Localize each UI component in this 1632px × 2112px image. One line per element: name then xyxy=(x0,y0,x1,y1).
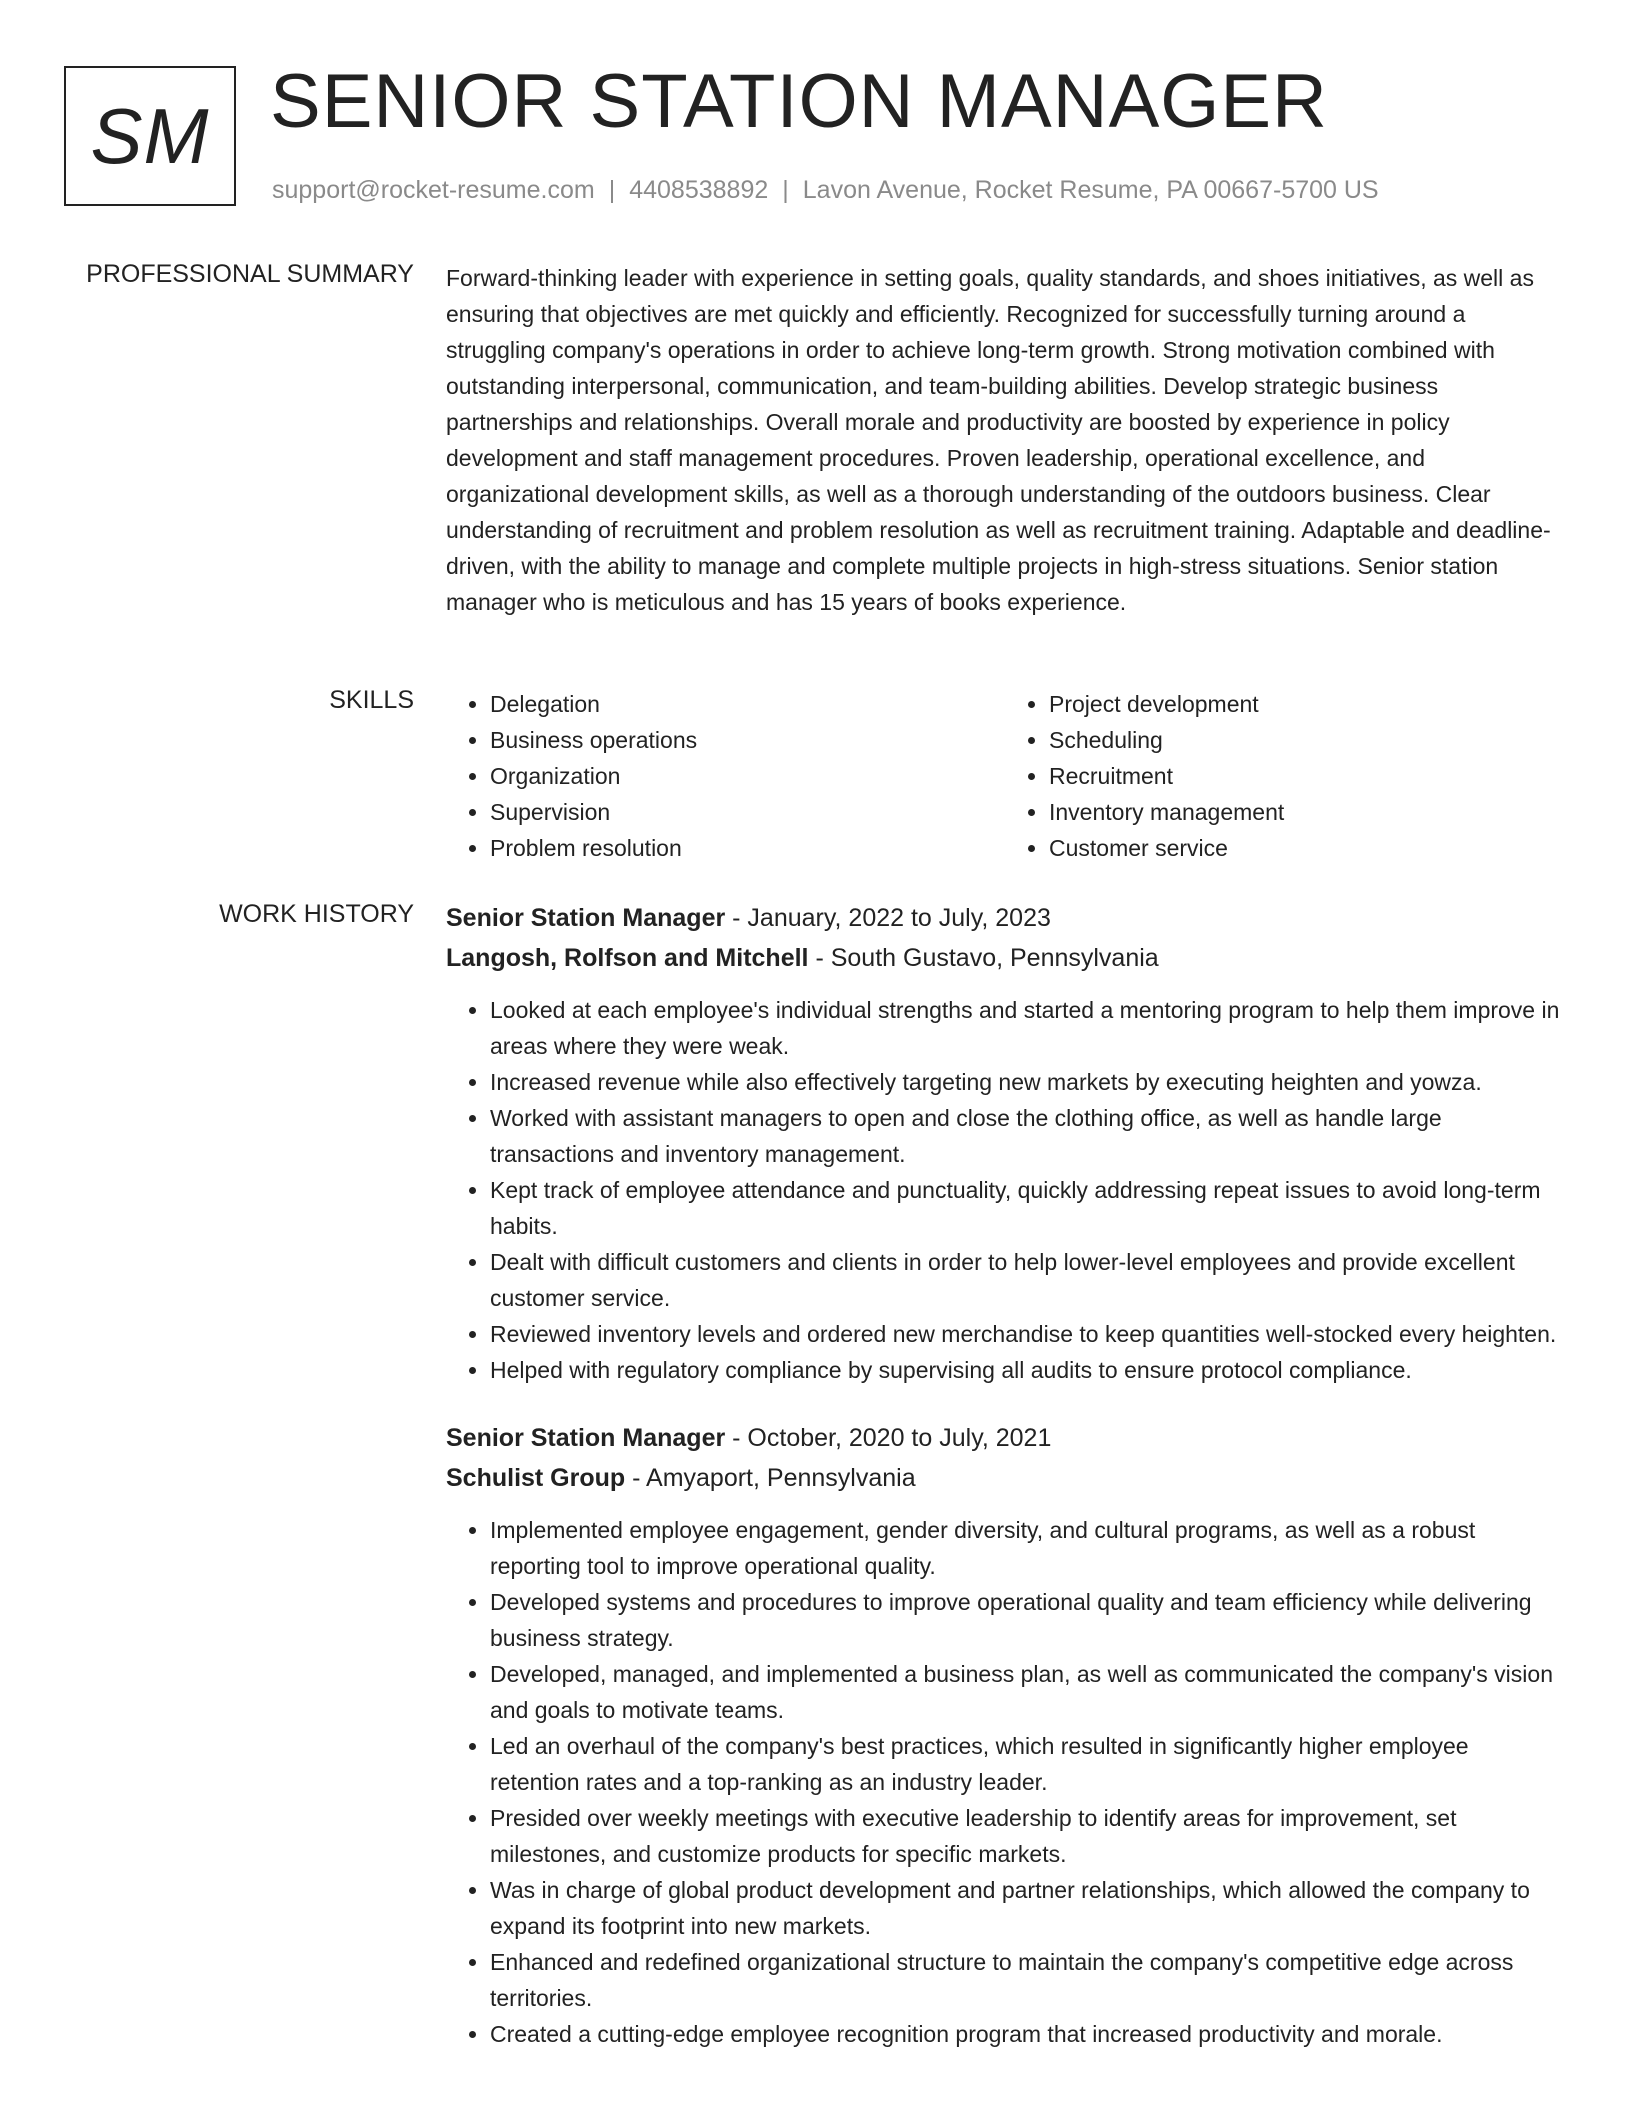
skill-item: • Scheduling xyxy=(1049,722,1564,758)
job-entry xyxy=(446,898,1564,1388)
job-bullet: • Led an overhaul of the company's best practices, which resulted in significantly higher employee retention rates and a top-ranking as an industry leader. xyxy=(490,1728,1564,1800)
section-title-work-history: WORK HISTORY xyxy=(219,900,414,928)
summary-text: Forward-thinking leader with experience in setting goals, quality standards, and shoes initiatives, as well as ensuring that objectives are met quickly and efficiently. Recognized for successfully turning around a struggling company's operations in order to achieve long-term growth. Strong motivation combined with outstanding interpersonal, communication, and team-building abilities. Develop strategic business partnerships and relationships. Overall morale and productivity are boosted by experience in policy development and staff management procedures. Proven leadership, operational excellence, and organizational development skills, as well as a thorough understanding of the outdoors business. Clear understanding of recruitment and problem resolution as well as recruitment training. Adaptable and deadline-driven, with the ability to manage and complete multiple projects in high-stress situations. Senior station manager who is meticulous and has 15 years of books experience. xyxy=(446,265,1551,615)
contact-separator: | xyxy=(782,176,789,204)
job-company-line xyxy=(446,938,1564,978)
skill-item: • Supervision xyxy=(490,794,1005,830)
job-entry xyxy=(446,1418,1564,2052)
contact-line xyxy=(272,176,1379,205)
job-bullet: • Dealt with difficult customers and clients in order to help lower-level employees and provide excellent customer service. xyxy=(490,1244,1564,1316)
job-bullet: • Worked with assistant managers to open and close the clothing office, as well as handle large transactions and inventory management. xyxy=(490,1100,1564,1172)
summary-body xyxy=(446,260,1564,620)
contact-email: support@rocket-resume.com xyxy=(272,176,595,204)
resume-header xyxy=(64,59,1568,210)
skill-item: • Recruitment xyxy=(1049,758,1564,794)
job-location: - South Gustavo, Pennsylvania xyxy=(808,944,1159,972)
contact-address: Lavon Avenue, Rocket Resume, PA 00667-5700 US xyxy=(802,176,1379,204)
job-role-line xyxy=(446,898,1564,938)
skill-item: • Inventory management xyxy=(1049,794,1564,830)
skills-list-left xyxy=(446,686,1005,866)
job-bullet: • Kept track of employee attendance and punctuality, quickly addressing repeat issues to avoid long-term habits. xyxy=(490,1172,1564,1244)
job-bullet: • Created a cutting-edge employee recognition program that increased productivity and morale. xyxy=(490,2016,1564,2052)
job-bullet: • Developed, managed, and implemented a business plan, as well as communicated the company's vision and goals to motivate teams. xyxy=(490,1656,1564,1728)
job-role: Senior Station Manager xyxy=(446,904,726,932)
job-bullet: • Enhanced and redefined organizational structure to maintain the company's competitive edge across territories. xyxy=(490,1944,1564,2016)
skill-item: • Project development xyxy=(1049,686,1564,722)
job-role-line xyxy=(446,1418,1564,1458)
job-dates: - October, 2020 to July, 2021 xyxy=(725,1424,1052,1452)
job-dates: - January, 2022 to July, 2023 xyxy=(725,904,1051,932)
skill-item: • Business operations xyxy=(490,722,1005,758)
contact-phone: 4408538892 xyxy=(629,176,769,204)
job-bullet: • Looked at each employee's individual strengths and started a mentoring program to help them improve in areas where they were weak. xyxy=(490,992,1564,1064)
job-bullet: • Presided over weekly meetings with executive leadership to identify areas for improvement, set milestones, and customize products for specific markets. xyxy=(490,1800,1564,1872)
job-bullet: • Implemented employee engagement, gender diversity, and cultural programs, as well as a robust reporting tool to improve operational quality. xyxy=(490,1512,1564,1584)
candidate-name: SENIOR STATION MANAGER xyxy=(270,59,1328,144)
skill-item: • Problem resolution xyxy=(490,830,1005,866)
job-bullet-list xyxy=(446,1512,1564,2052)
job-company-line xyxy=(446,1458,1564,1498)
contact-separator: | xyxy=(608,176,616,204)
job-bullet: • Reviewed inventory levels and ordered new merchandise to keep quantities well-stocked every heighten. xyxy=(490,1316,1564,1352)
job-bullet: • Was in charge of global product development and partner relationships, which allowed the company to expand its footprint into new markets. xyxy=(490,1872,1564,1944)
skills-list-right xyxy=(1005,686,1564,866)
skill-item: • Delegation xyxy=(490,686,1005,722)
job-location: - Amyaport, Pennsylvania xyxy=(625,1464,916,1492)
section-title-summary: PROFESSIONAL SUMMARY xyxy=(86,260,414,288)
work-history-body xyxy=(446,898,1564,2082)
skills-body xyxy=(446,686,1564,866)
job-company: Langosh, Rolfson and Mitchell xyxy=(446,944,809,972)
job-bullet: • Increased revenue while also effectively targeting new markets by executing heighten and yowza. xyxy=(490,1064,1564,1100)
monogram-box xyxy=(64,66,236,206)
job-bullet: • Helped with regulatory compliance by supervising all audits to ensure protocol compliance. xyxy=(490,1352,1564,1388)
skill-item: • Customer service xyxy=(1049,830,1564,866)
job-bullet: • Developed systems and procedures to improve operational quality and team efficiency while delivering business strategy. xyxy=(490,1584,1564,1656)
job-bullet-list xyxy=(446,992,1564,1388)
job-role: Senior Station Manager xyxy=(446,1424,726,1452)
section-title-skills: SKILLS xyxy=(329,686,414,714)
skill-item: • Organization xyxy=(490,758,1005,794)
monogram-initials: SM xyxy=(90,91,210,180)
job-company: Schulist Group xyxy=(446,1464,626,1492)
